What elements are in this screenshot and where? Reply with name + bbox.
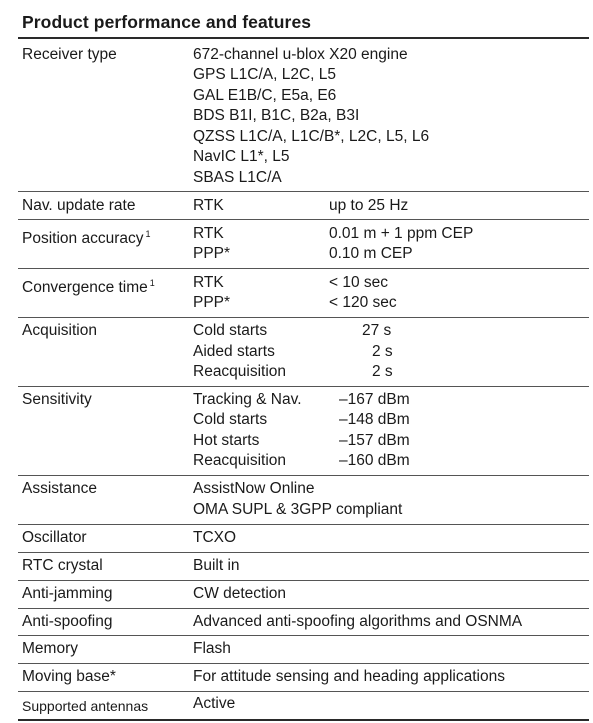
row-divider: [18, 691, 589, 692]
row-divider: [18, 219, 589, 220]
acquisition-value: 2 s: [372, 343, 393, 360]
receiver-qzss: QZSS L1C/A, L1C/B*, L2C, L5, L6: [193, 128, 430, 145]
receiver-gps: GPS L1C/A, L2C, L5: [193, 66, 337, 83]
convergence-time-label: Convergence time $^1$: [22, 278, 155, 296]
sensitivity-value: –157 dBm: [339, 432, 410, 449]
acquisition-mode: Aided starts: [193, 343, 275, 360]
accuracy-mode: RTK: [193, 225, 224, 242]
memory-value: Flash: [193, 640, 231, 657]
footnote-marker: 1: [145, 229, 151, 239]
sensitivity-mode: Reacquisition: [193, 452, 287, 469]
accuracy-value: 0.01 m + 1 ppm CEP: [329, 225, 474, 242]
sensitivity-label: Sensitivity: [22, 391, 92, 408]
accuracy-mode: PPP*: [193, 245, 231, 262]
row-divider: [18, 580, 589, 581]
receiver-sbas: SBAS L1C/A: [193, 169, 282, 186]
convergence-mode: RTK: [193, 274, 224, 291]
sensitivity-value: –148 dBm: [339, 411, 410, 428]
row-divider: [18, 663, 589, 664]
rtc-crystal-value: Built in: [193, 557, 240, 574]
anti-jamming-label: Anti-jamming: [22, 585, 113, 602]
row-divider: [18, 552, 589, 553]
supported-antennas-value: Active: [193, 695, 236, 712]
acquisition-mode: Cold starts: [193, 322, 268, 339]
accuracy-value: 0.10 m CEP: [329, 245, 413, 262]
receiver-bds: BDS B1I, B1C, B2a, B3I: [193, 107, 360, 124]
rtc-crystal-label: RTC crystal: [22, 557, 103, 574]
assistance-value: AssistNow Online: [193, 480, 315, 497]
row-divider: [18, 317, 589, 318]
receiver-navic: NavIC L1*, L5: [193, 148, 290, 165]
row-divider: [18, 386, 589, 387]
footer-rule: [18, 719, 589, 721]
convergence-value: < 120 sec: [329, 294, 397, 311]
moving-base-label: Moving base*: [22, 668, 116, 685]
footnote-marker: 1: [149, 278, 155, 288]
receiver-gal: GAL E1B/C, E5a, E6: [193, 87, 337, 104]
row-divider: [18, 475, 589, 476]
sensitivity-mode: Cold starts: [193, 411, 268, 428]
receiver-engine: 672-channel u-blox X20 engine: [193, 46, 408, 63]
supported-antennas-label: Supported antennas: [22, 698, 149, 714]
sensitivity-value: –160 dBm: [339, 452, 410, 469]
memory-label: Memory: [22, 640, 78, 657]
anti-jamming-value: CW detection: [193, 585, 287, 602]
update-rate-mode: RTK: [193, 197, 224, 214]
convergence-mode: PPP*: [193, 294, 231, 311]
sensitivity-mode: Tracking & Nav.: [193, 391, 302, 408]
row-divider: [18, 635, 589, 636]
anti-spoofing-value: Advanced anti-spoofing algorithms and OSNMA: [193, 613, 523, 630]
moving-base-value: For attitude sensing and heading applications: [193, 668, 505, 685]
row-divider: [18, 524, 589, 525]
assistance-value: OMA SUPL & 3GPP compliant: [193, 501, 403, 518]
oscillator-value: TCXO: [193, 529, 237, 546]
update-rate-value: up to 25 Hz: [329, 197, 409, 214]
update-rate-label: Nav. update rate: [22, 197, 136, 214]
row-divider: [18, 608, 589, 609]
acquisition-value: 27 s: [362, 322, 392, 339]
section-title: Product performance and features: [22, 12, 312, 32]
sensitivity-value: –167 dBm: [339, 391, 410, 408]
sensitivity-mode: Hot starts: [193, 432, 260, 449]
receiver-type-label: Receiver type: [22, 46, 117, 63]
convergence-value: < 10 sec: [329, 274, 389, 291]
position-accuracy-label: Position accuracy $^1$: [22, 229, 151, 247]
header-rule: [18, 37, 589, 39]
acquisition-label: Acquisition: [22, 322, 97, 339]
acquisition-value: 2 s: [372, 363, 393, 380]
acquisition-mode: Reacquisition: [193, 363, 287, 380]
anti-spoofing-label: Anti-spoofing: [22, 613, 113, 630]
assistance-label: Assistance: [22, 480, 97, 497]
row-divider: [18, 268, 589, 269]
oscillator-label: Oscillator: [22, 529, 87, 546]
row-divider: [18, 191, 589, 192]
